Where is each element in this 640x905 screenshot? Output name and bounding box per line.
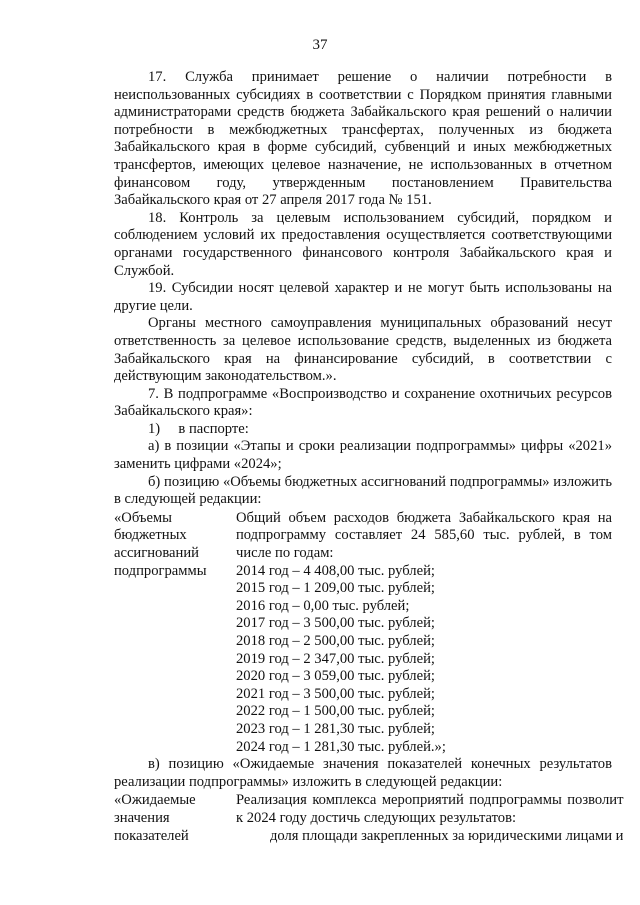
budget-year-row: 2021 год – 3 500,00 тыс. рублей; xyxy=(236,685,435,702)
budget-year-row: 2022 год – 1 500,00 тыс. рублей; xyxy=(236,703,435,720)
label-line: «Объемы xyxy=(114,509,172,526)
paragraph-17: 17. Служба принимает решение о наличии потребности в неиспользованных субсидиях в соответствии с Порядком принятия главными администраторами средств бюджета Забайкальского края решений о наличии потребности в межбюджетных трансфертах, полученных из бюджета Забайкальского края в форме субсидий, субвенций и иных межбюджетных трансфертов, имеющих целевое назначение, не использованных в отчетном финансовом году, утвержденным постановлением Правительства Забайкальского края от 27 апреля 2017 года № 151. xyxy=(114,69,612,209)
label-line: «Ожидаемые xyxy=(114,792,196,809)
label-line: показателей xyxy=(114,827,189,844)
budget-year-row: 2015 год – 1 209,00 тыс. рублей; xyxy=(236,580,435,597)
budget-year-row: 2023 год – 1 281,30 тыс. рублей; xyxy=(236,720,435,737)
budget-allocation-label xyxy=(114,510,236,756)
budget-year-row: 2016 год – 0,00 тыс. рублей; xyxy=(236,597,410,614)
label-line: подпрограммы xyxy=(114,562,207,579)
item-7-1-c: в) позицию «Ожидаемые значения показателей конечных результатов реализации подпрограммы» изложить в следующей редакции: xyxy=(114,756,612,790)
budget-allocation-value xyxy=(236,510,612,756)
expected-results-item: доля площади закрепленных за юридическими лицами и xyxy=(270,827,624,844)
label-line: ассигнований xyxy=(114,545,199,562)
budget-intro: Общий объем расходов бюджета Забайкальского края на подпрограмму составляет 24 585,60 тыс. рублей, в том числе по годам: xyxy=(236,509,612,562)
item-7-1-b: б) позицию «Объемы бюджетных ассигнований подпрограммы» изложить в следующей редакции: xyxy=(114,473,612,508)
paragraph-local-government: Органы местного самоуправления муниципальных образований несут ответственность за целевое использование средств, выделенных из бюджета Забайкальского края на финансирование субсидий, в соответствии с действующим законодательством.». xyxy=(114,315,612,385)
page-number: 37 xyxy=(312,37,328,53)
budget-allocation-table xyxy=(114,510,612,756)
paragraph-19: 19. Субсидии носят целевой характер и не могут быть использованы на другие цели. xyxy=(114,280,612,314)
paragraph-18: 18. Контроль за целевым использованием субсидий, порядком и соблюдением условий их предоставления осуществляется соответствующими органами государственного финансового контроля Забайкальского края и Службой. xyxy=(114,209,612,279)
budget-year-row: 2020 год – 3 059,00 тыс. рублей; xyxy=(236,668,435,685)
item-7: 7. В подпрограмме «Воспроизводство и сохранение охотничьих ресурсов Забайкальского края»: xyxy=(114,385,612,420)
label-line: значения xyxy=(114,809,170,826)
expected-results-intro: Реализация комплекса мероприятий подпрограммы позволит к 2024 году достичь следующих результатов: xyxy=(236,792,624,826)
expected-results-table xyxy=(114,792,624,845)
expected-results-label xyxy=(114,792,236,845)
label-line: бюджетных xyxy=(114,527,187,544)
item-7-1-a: а) в позиции «Этапы и сроки реализации подпрограммы» цифры «2021» заменить цифрами «2024»; xyxy=(114,438,612,473)
item-7-1: 1) в паспорте: xyxy=(148,420,249,437)
budget-year-row: 2018 год – 2 500,00 тыс. рублей; xyxy=(236,633,435,649)
budget-year-row: 2017 год – 3 500,00 тыс. рублей; xyxy=(236,615,435,632)
budget-year-row: 2024 год – 1 281,30 тыс. рублей.»; xyxy=(236,738,446,755)
budget-year-row: 2014 год – 4 408,00 тыс. рублей; xyxy=(236,562,435,579)
document-body xyxy=(114,69,624,845)
expected-results-value xyxy=(236,792,623,845)
budget-year-row: 2019 год – 2 347,00 тыс. рублей; xyxy=(236,650,435,667)
